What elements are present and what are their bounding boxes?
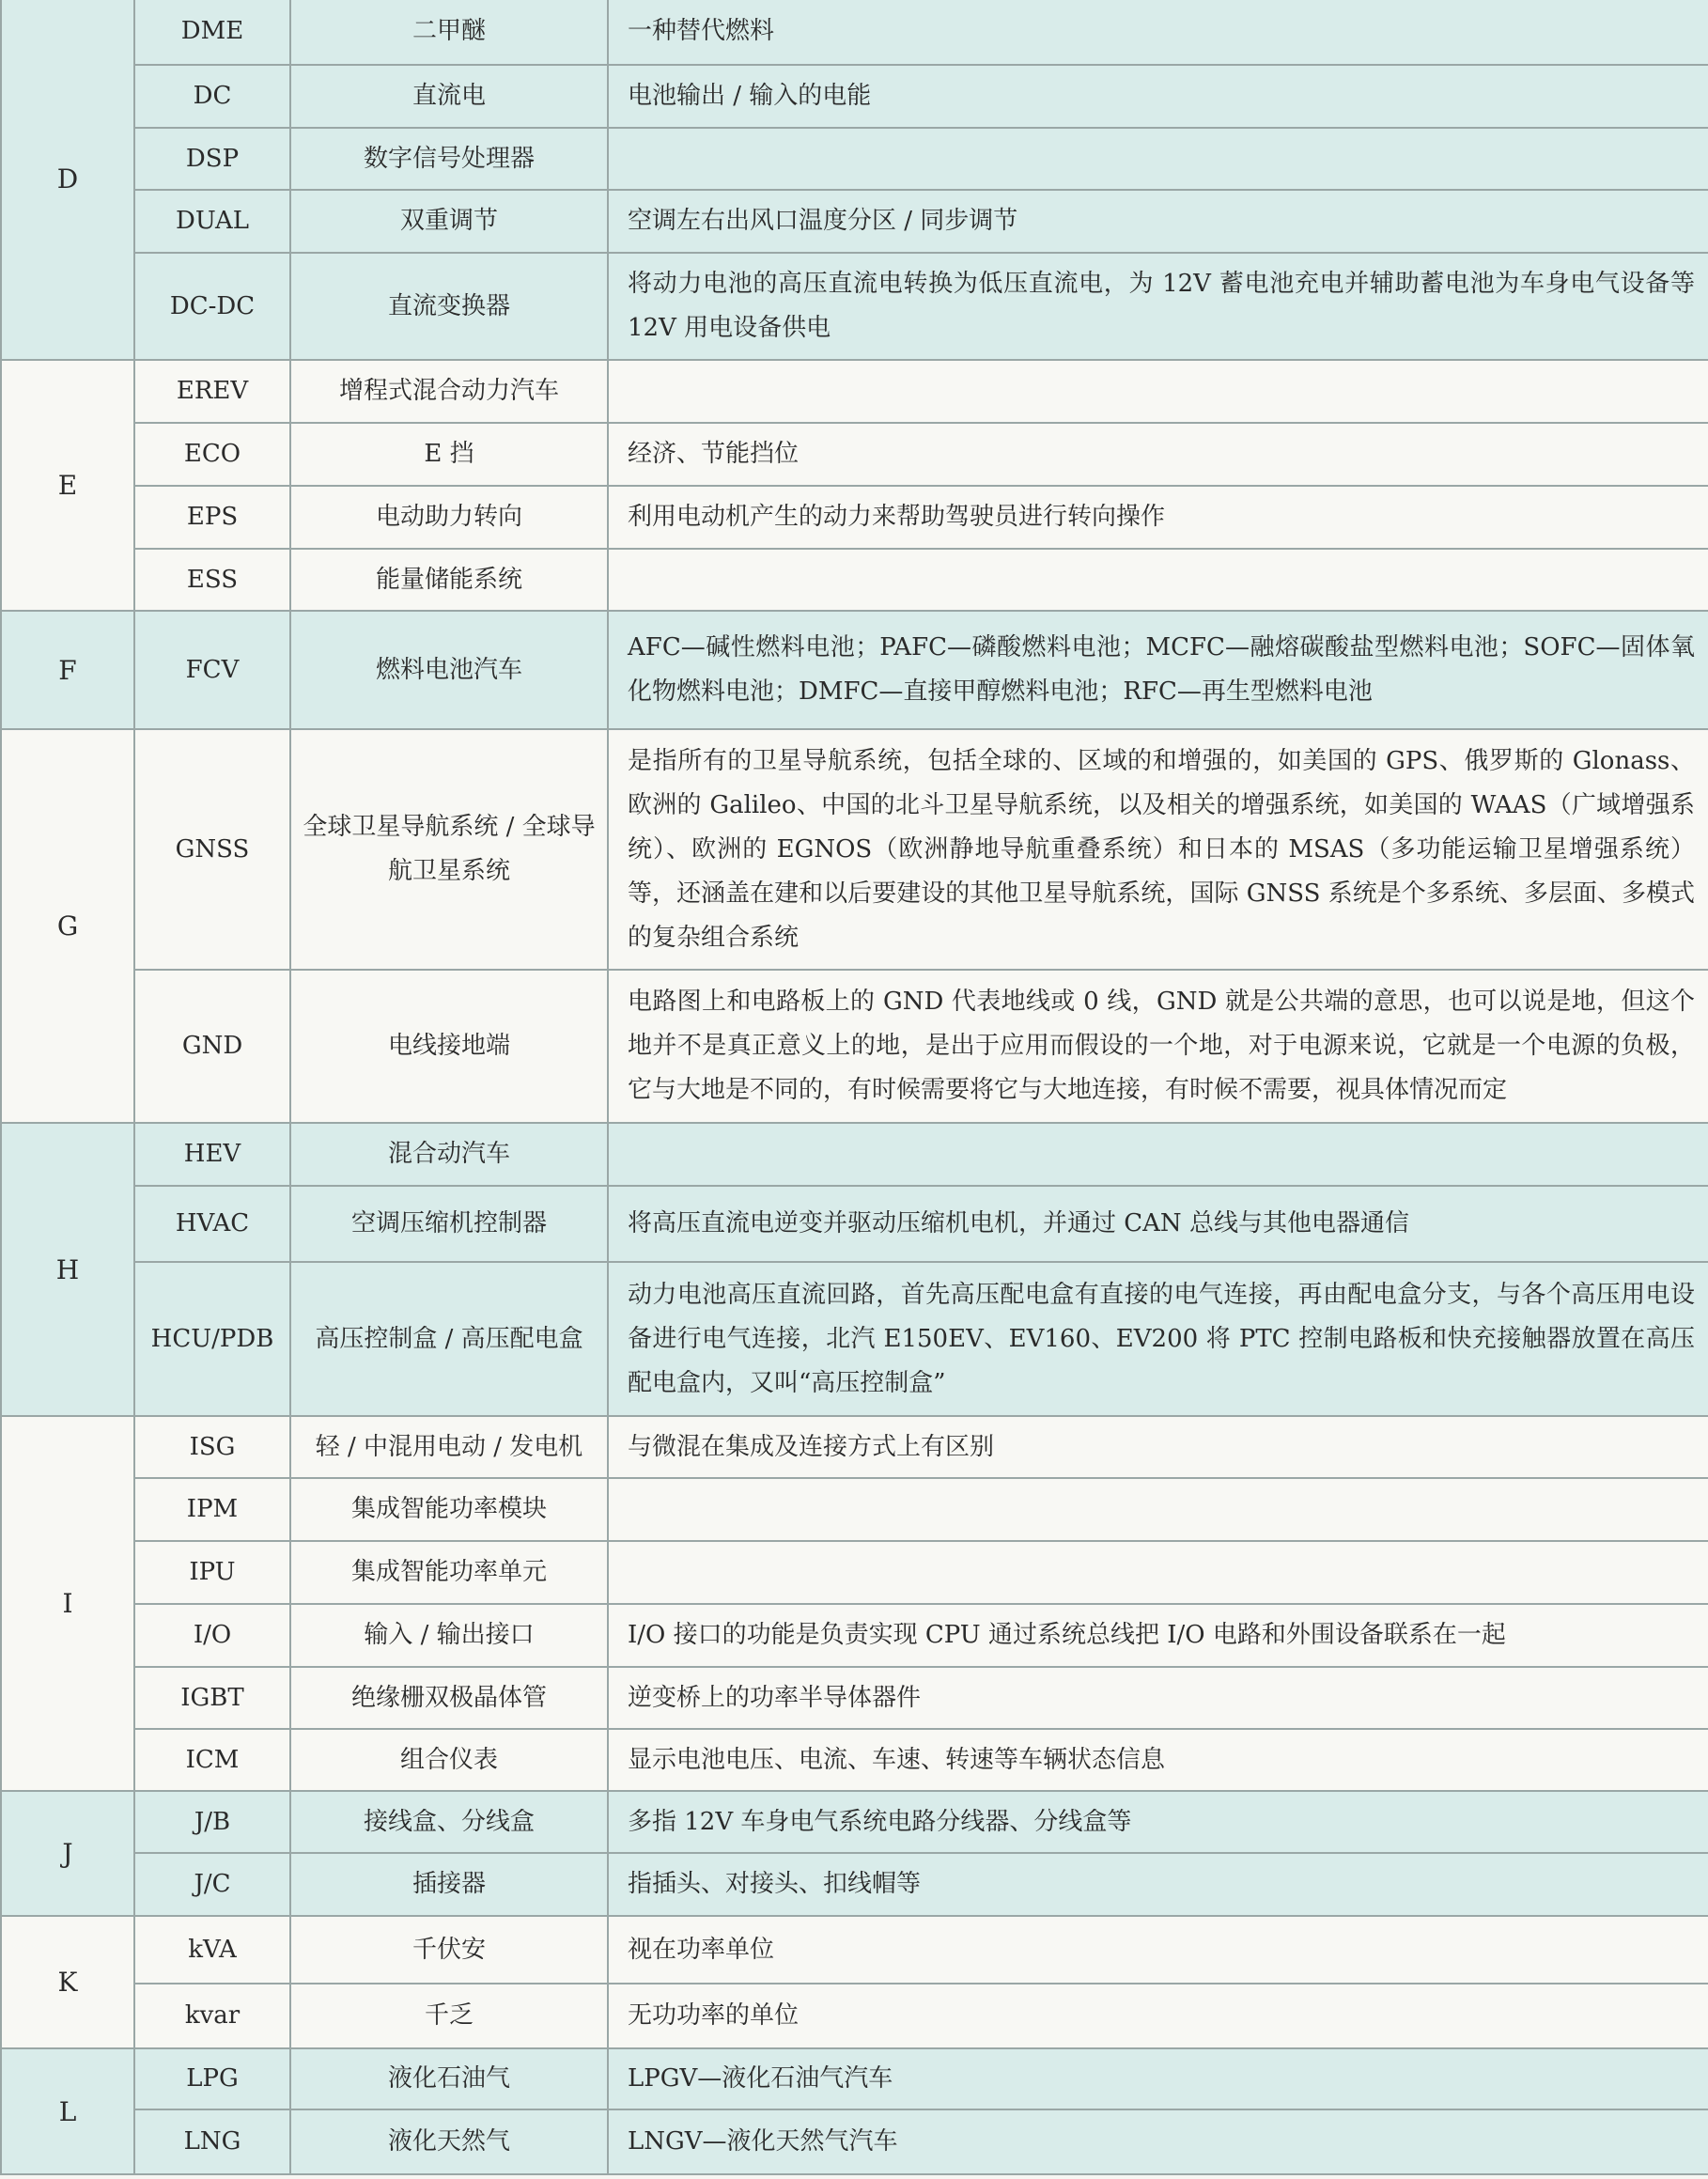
abbreviation-cell: DUAL xyxy=(134,190,290,253)
description-cell: 将动力电池的高压直流电转换为低压直流电，为 12V 蓄电池充电并辅助蓄电池为车身电气设备等 12V 用电设备供电 xyxy=(608,253,1708,360)
abbreviation-cell: HCU/PDB xyxy=(134,1262,290,1416)
description-cell: 指插头、对接头、扣线帽等 xyxy=(608,1853,1708,1916)
description-cell: 一种替代燃料 xyxy=(608,0,1708,65)
table-row xyxy=(1,1604,1708,1667)
table-row xyxy=(1,360,1708,423)
description-cell: 逆变桥上的功率半导体器件 xyxy=(608,1667,1708,1729)
abbreviation-cell: J/C xyxy=(134,1853,290,1916)
abbreviation-cell: GND xyxy=(134,970,290,1123)
table-row xyxy=(1,1416,1708,1478)
table-row xyxy=(1,0,1708,65)
description-cell: I/O 接口的功能是负责实现 CPU 通过系统总线把 I/O 电路和外围设备联系在一起 xyxy=(608,1604,1708,1667)
abbreviation-cell: HEV xyxy=(134,1123,290,1186)
table-row xyxy=(1,1984,1708,2048)
term-cell: 千伏安 xyxy=(290,1916,608,1984)
abbreviation-cell: ICM xyxy=(134,1729,290,1791)
table-row xyxy=(1,486,1708,549)
glossary-body xyxy=(1,0,1708,2174)
abbreviation-cell: GNSS xyxy=(134,729,290,970)
term-cell: 直流电 xyxy=(290,65,608,128)
table-row xyxy=(1,1123,1708,1186)
abbreviation-cell: IPM xyxy=(134,1478,290,1541)
abbreviation-cell: kVA xyxy=(134,1916,290,1984)
description-cell: 视在功率单位 xyxy=(608,1916,1708,1984)
description-cell: 空调左右出风口温度分区 / 同步调节 xyxy=(608,190,1708,253)
term-cell: 直流变换器 xyxy=(290,253,608,360)
table-row xyxy=(1,1186,1708,1262)
term-cell: 液化天然气 xyxy=(290,2109,608,2174)
term-cell: 二甲醚 xyxy=(290,0,608,65)
description-cell: 与微混在集成及连接方式上有区别 xyxy=(608,1416,1708,1478)
term-cell: 全球卫星导航系统 / 全球导航卫星系统 xyxy=(290,729,608,970)
abbreviation-cell: DC-DC xyxy=(134,253,290,360)
term-cell: E 挡 xyxy=(290,423,608,486)
group-letter: L xyxy=(1,2048,134,2174)
description-cell xyxy=(608,549,1708,611)
description-cell: 无功功率的单位 xyxy=(608,1984,1708,2048)
abbreviation-cell: LNG xyxy=(134,2109,290,2174)
term-cell: 燃料电池汽车 xyxy=(290,611,608,729)
description-cell: AFC—碱性燃料电池；PAFC—磷酸燃料电池；MCFC—融熔碳酸盐型燃料电池；SOFC—固体氧化物燃料电池；DMFC—直接甲醇燃料电池；RFC—再生型燃料电池 xyxy=(608,611,1708,729)
description-cell: 利用电动机产生的动力来帮助驾驶员进行转向操作 xyxy=(608,486,1708,549)
table-row xyxy=(1,611,1708,729)
term-cell: 插接器 xyxy=(290,1853,608,1916)
term-cell: 接线盒、分线盒 xyxy=(290,1791,608,1853)
abbreviation-cell: J/B xyxy=(134,1791,290,1853)
description-cell: 电池输出 / 输入的电能 xyxy=(608,65,1708,128)
table-row xyxy=(1,1916,1708,1984)
term-cell: 集成智能功率模块 xyxy=(290,1478,608,1541)
abbreviation-cell: EPS xyxy=(134,486,290,549)
term-cell: 混合动汽车 xyxy=(290,1123,608,1186)
term-cell: 能量储能系统 xyxy=(290,549,608,611)
description-cell: LPGV—液化石油气汽车 xyxy=(608,2048,1708,2109)
group-letter: I xyxy=(1,1416,134,1791)
table-row xyxy=(1,65,1708,128)
table-row xyxy=(1,2048,1708,2109)
term-cell: 液化石油气 xyxy=(290,2048,608,2109)
table-row xyxy=(1,128,1708,190)
term-cell: 增程式混合动力汽车 xyxy=(290,360,608,423)
abbreviation-cell: FCV xyxy=(134,611,290,729)
table-row xyxy=(1,1262,1708,1416)
abbreviation-cell: DC xyxy=(134,65,290,128)
description-cell: 将高压直流电逆变并驱动压缩机电机，并通过 CAN 总线与其他电器通信 xyxy=(608,1186,1708,1262)
description-cell: 多指 12V 车身电气系统电路分线器、分线盒等 xyxy=(608,1791,1708,1853)
term-cell: 绝缘栅双极晶体管 xyxy=(290,1667,608,1729)
description-cell: 显示电池电压、电流、车速、转速等车辆状态信息 xyxy=(608,1729,1708,1791)
description-cell: LNGV—液化天然气汽车 xyxy=(608,2109,1708,2174)
group-letter: F xyxy=(1,611,134,729)
term-cell: 双重调节 xyxy=(290,190,608,253)
abbreviation-cell: I/O xyxy=(134,1604,290,1667)
term-cell: 集成智能功率单元 xyxy=(290,1541,608,1604)
table-row xyxy=(1,1853,1708,1916)
term-cell: 电动助力转向 xyxy=(290,486,608,549)
table-row xyxy=(1,970,1708,1123)
description-cell xyxy=(608,360,1708,423)
description-cell xyxy=(608,128,1708,190)
abbreviation-cell: ECO xyxy=(134,423,290,486)
table-row xyxy=(1,1729,1708,1791)
group-letter: K xyxy=(1,1916,134,2048)
table-row xyxy=(1,1541,1708,1604)
table-row xyxy=(1,1667,1708,1729)
table-row xyxy=(1,1478,1708,1541)
abbreviation-cell: EREV xyxy=(134,360,290,423)
group-letter: D xyxy=(1,0,134,360)
table-row xyxy=(1,1791,1708,1853)
table-row xyxy=(1,2109,1708,2174)
group-letter: G xyxy=(1,729,134,1123)
description-cell: 是指所有的卫星导航系统，包括全球的、区域的和增强的，如美国的 GPS、俄罗斯的 Glonass、欧洲的 Galileo、中国的北斗卫星导航系统，以及相关的增强系统，如美国的 WAAS（广域增强系统）、欧洲的 EGNOS（欧洲静地导航重叠系统）和日本的 MSAS（多功能运输卫星增强系统）等，还涵盖在建和以后要建设的其他卫星导航系统，国际 GNSS 系统是个多系统、多层面、多模式的复杂组合系统 xyxy=(608,729,1708,970)
term-cell: 高压控制盒 / 高压配电盒 xyxy=(290,1262,608,1416)
description-cell xyxy=(608,1478,1708,1541)
group-letter: H xyxy=(1,1123,134,1416)
group-letter: E xyxy=(1,360,134,611)
table-row xyxy=(1,253,1708,360)
abbreviation-cell: HVAC xyxy=(134,1186,290,1262)
description-cell: 动力电池高压直流回路，首先高压配电盒有直接的电气连接，再由配电盒分支，与各个高压用电设备进行电气连接，北汽 E150EV、EV160、EV200 将 PTC 控制电路板和快充接触器放置在高压配电盒内，又叫“高压控制盒” xyxy=(608,1262,1708,1416)
term-cell: 电线接地端 xyxy=(290,970,608,1123)
abbreviation-cell: LPG xyxy=(134,2048,290,2109)
abbreviation-cell: kvar xyxy=(134,1984,290,2048)
term-cell: 空调压缩机控制器 xyxy=(290,1186,608,1262)
term-cell: 轻 / 中混用电动 / 发电机 xyxy=(290,1416,608,1478)
abbreviation-cell: IGBT xyxy=(134,1667,290,1729)
table-row xyxy=(1,549,1708,611)
term-cell: 数字信号处理器 xyxy=(290,128,608,190)
table-row xyxy=(1,190,1708,253)
table-row xyxy=(1,729,1708,970)
abbreviation-cell: IPU xyxy=(134,1541,290,1604)
abbreviation-cell: DME xyxy=(134,0,290,65)
abbreviation-cell: ISG xyxy=(134,1416,290,1478)
table-row xyxy=(1,423,1708,486)
term-cell: 组合仪表 xyxy=(290,1729,608,1791)
term-cell: 输入 / 输出接口 xyxy=(290,1604,608,1667)
abbreviation-cell: DSP xyxy=(134,128,290,190)
description-cell: 电路图上和电路板上的 GND 代表地线或 0 线，GND 就是公共端的意思，也可以说是地，但这个地并不是真正意义上的地，是出于应用而假设的一个地，对于电源来说，它就是一个电源的负极，它与大地是不同的，有时候需要将它与大地连接，有时候不需要，视具体情况而定 xyxy=(608,970,1708,1123)
description-cell: 经济、节能挡位 xyxy=(608,423,1708,486)
group-letter: J xyxy=(1,1791,134,1916)
term-cell: 千乏 xyxy=(290,1984,608,2048)
description-cell xyxy=(608,1541,1708,1604)
abbreviation-cell: ESS xyxy=(134,549,290,611)
description-cell xyxy=(608,1123,1708,1186)
